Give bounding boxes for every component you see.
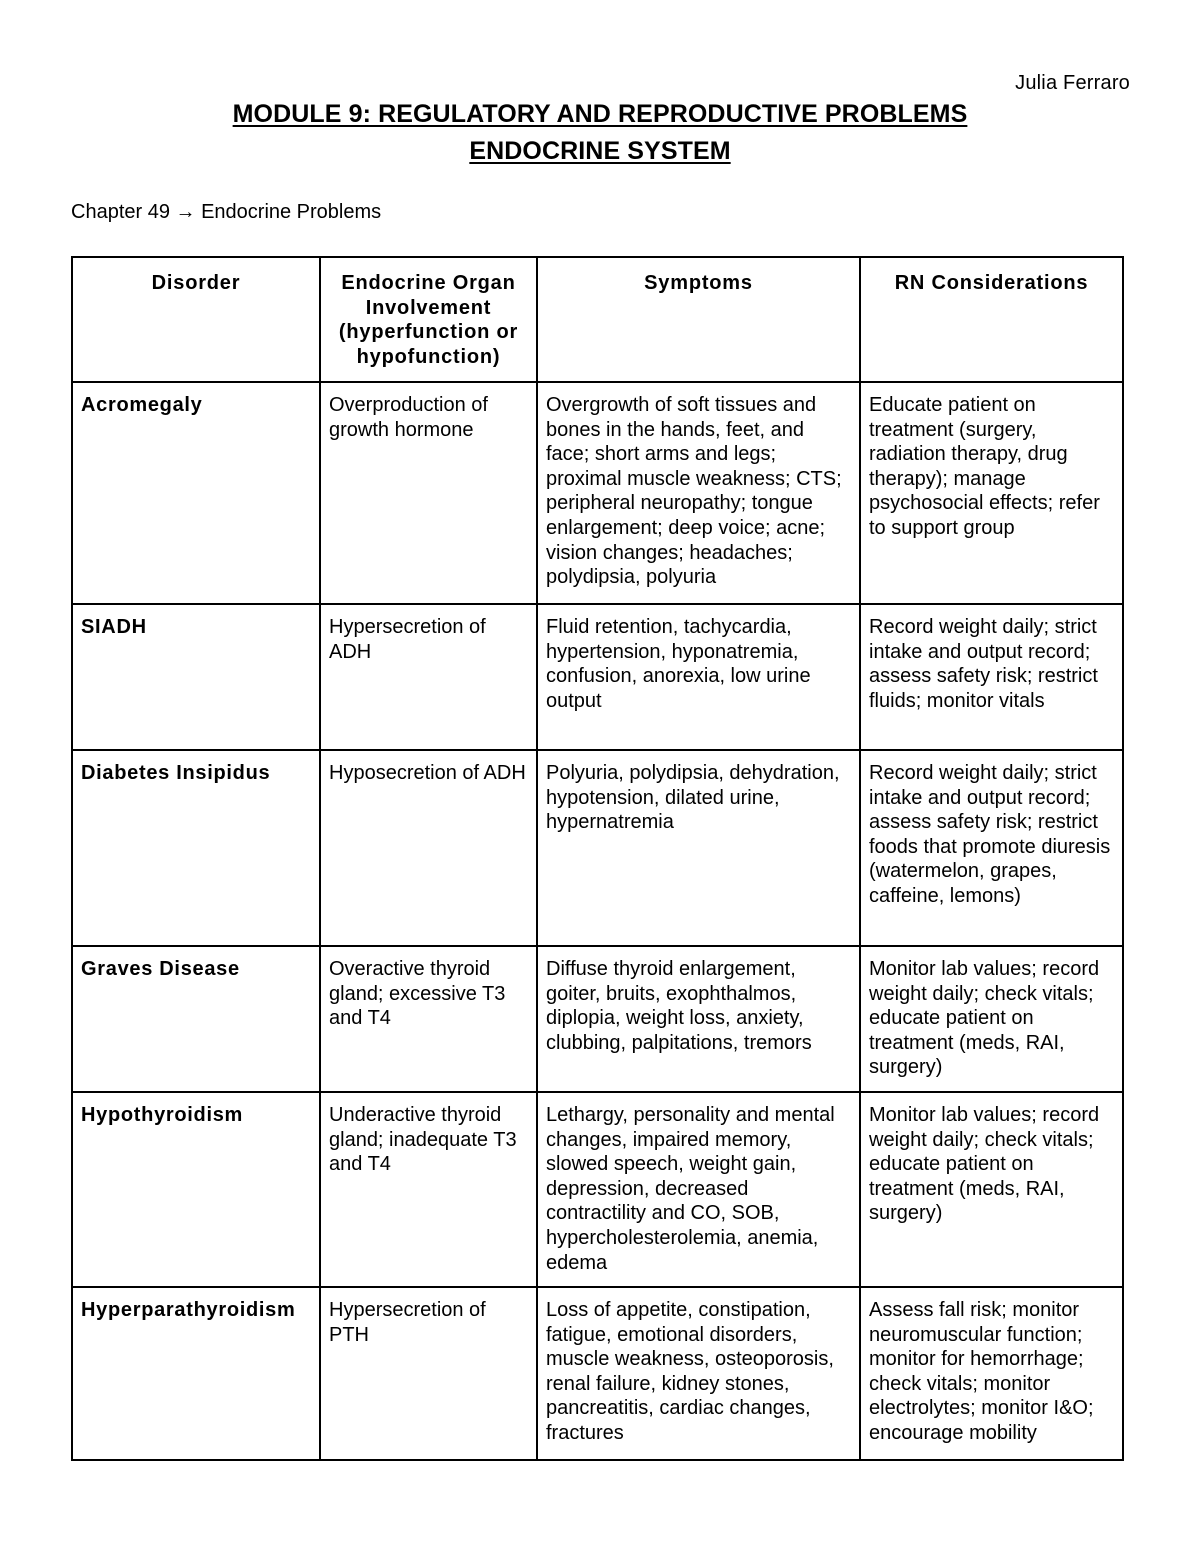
page-subtitle: ENDOCRINE SYSTEM — [469, 137, 731, 165]
organ-cell: Overactive thyroid gland; excessive T3 and T4 — [320, 946, 537, 1092]
rn-cell: Monitor lab values; record weight daily; check vitals; educate patient on treatment (meds, RAI, surgery) — [860, 946, 1123, 1092]
header-rn-considerations: RN Considerations — [860, 257, 1123, 382]
table-row — [72, 1092, 1123, 1287]
table-row — [72, 604, 1123, 750]
endocrine-disorders-table — [71, 256, 1124, 1461]
organ-cell: Overproduction of growth hormone — [320, 382, 537, 604]
disorder-cell: Hypothyroidism — [72, 1092, 320, 1287]
header-symptoms: Symptoms — [537, 257, 860, 382]
disorder-cell: Graves Disease — [72, 946, 320, 1092]
disorder-cell: SIADH — [72, 604, 320, 750]
organ-cell: Hypersecretion of ADH — [320, 604, 537, 750]
rn-cell: Educate patient on treatment (surgery, radiation therapy, drug therapy); manage psychosocial effects; refer to support group — [860, 382, 1123, 604]
header-disorder: Disorder — [72, 257, 320, 382]
disorder-cell: Diabetes Insipidus — [72, 750, 320, 946]
organ-cell: Hypersecretion of PTH — [320, 1287, 537, 1460]
page-title: MODULE 9: REGULATORY AND REPRODUCTIVE PROBLEMS — [232, 100, 968, 128]
symptoms-cell: Polyuria, polydipsia, dehydration, hypotension, dilated urine, hypernatremia — [537, 750, 860, 946]
organ-cell: Underactive thyroid gland; inadequate T3 and T4 — [320, 1092, 537, 1287]
table-row — [72, 1287, 1123, 1460]
symptoms-cell: Lethargy, personality and mental changes, impaired memory, slowed speech, weight gain, depression, decreased contractility and CO, SOB, hypercholesterolemia, anemia, edema — [537, 1092, 860, 1287]
table-row — [72, 750, 1123, 946]
symptoms-cell: Fluid retention, tachycardia, hypertension, hyponatremia, confusion, anorexia, low urine output — [537, 604, 860, 750]
symptoms-cell: Loss of appetite, constipation, fatigue, emotional disorders, muscle weakness, osteoporosis, renal failure, kidney stones, pancreatitis, cardiac changes, fractures — [537, 1287, 860, 1460]
author-name: Julia Ferraro — [1015, 72, 1130, 94]
rn-cell: Monitor lab values; record weight daily; check vitals; educate patient on treatment (meds, RAI, surgery) — [860, 1092, 1123, 1287]
disorder-cell: Acromegaly — [72, 382, 320, 604]
rn-cell: Record weight daily; strict intake and output record; assess safety risk; restrict fluids; monitor vitals — [860, 604, 1123, 750]
symptoms-cell: Diffuse thyroid enlargement, goiter, bruits, exophthalmos, diplopia, weight loss, anxiety, clubbing, palpitations, tremors — [537, 946, 860, 1092]
rn-cell: Assess fall risk; monitor neuromuscular function; monitor for hemorrhage; check vitals; monitor electrolytes; monitor I&O; encourage mobility — [860, 1287, 1123, 1460]
table-row — [72, 382, 1123, 604]
header-organ-involvement: Endocrine Organ Involvement (hyperfunction or hypofunction) — [320, 257, 537, 382]
table-row — [72, 946, 1123, 1092]
chapter-heading: Chapter 49 → Endocrine Problems — [71, 201, 382, 223]
symptoms-cell: Overgrowth of soft tissues and bones in the hands, feet, and face; short arms and legs; proximal muscle weakness; CTS; peripheral neuropathy; tongue enlargement; deep voice; acne; vision changes; headaches; polydipsia, polyuria — [537, 382, 860, 604]
disorder-cell: Hyperparathyroidism — [72, 1287, 320, 1460]
table-header-row — [72, 257, 1123, 382]
organ-cell: Hyposecretion of ADH — [320, 750, 537, 946]
rn-cell: Record weight daily; strict intake and output record; assess safety risk; restrict foods that promote diuresis (watermelon, grapes, caffeine, lemons) — [860, 750, 1123, 946]
